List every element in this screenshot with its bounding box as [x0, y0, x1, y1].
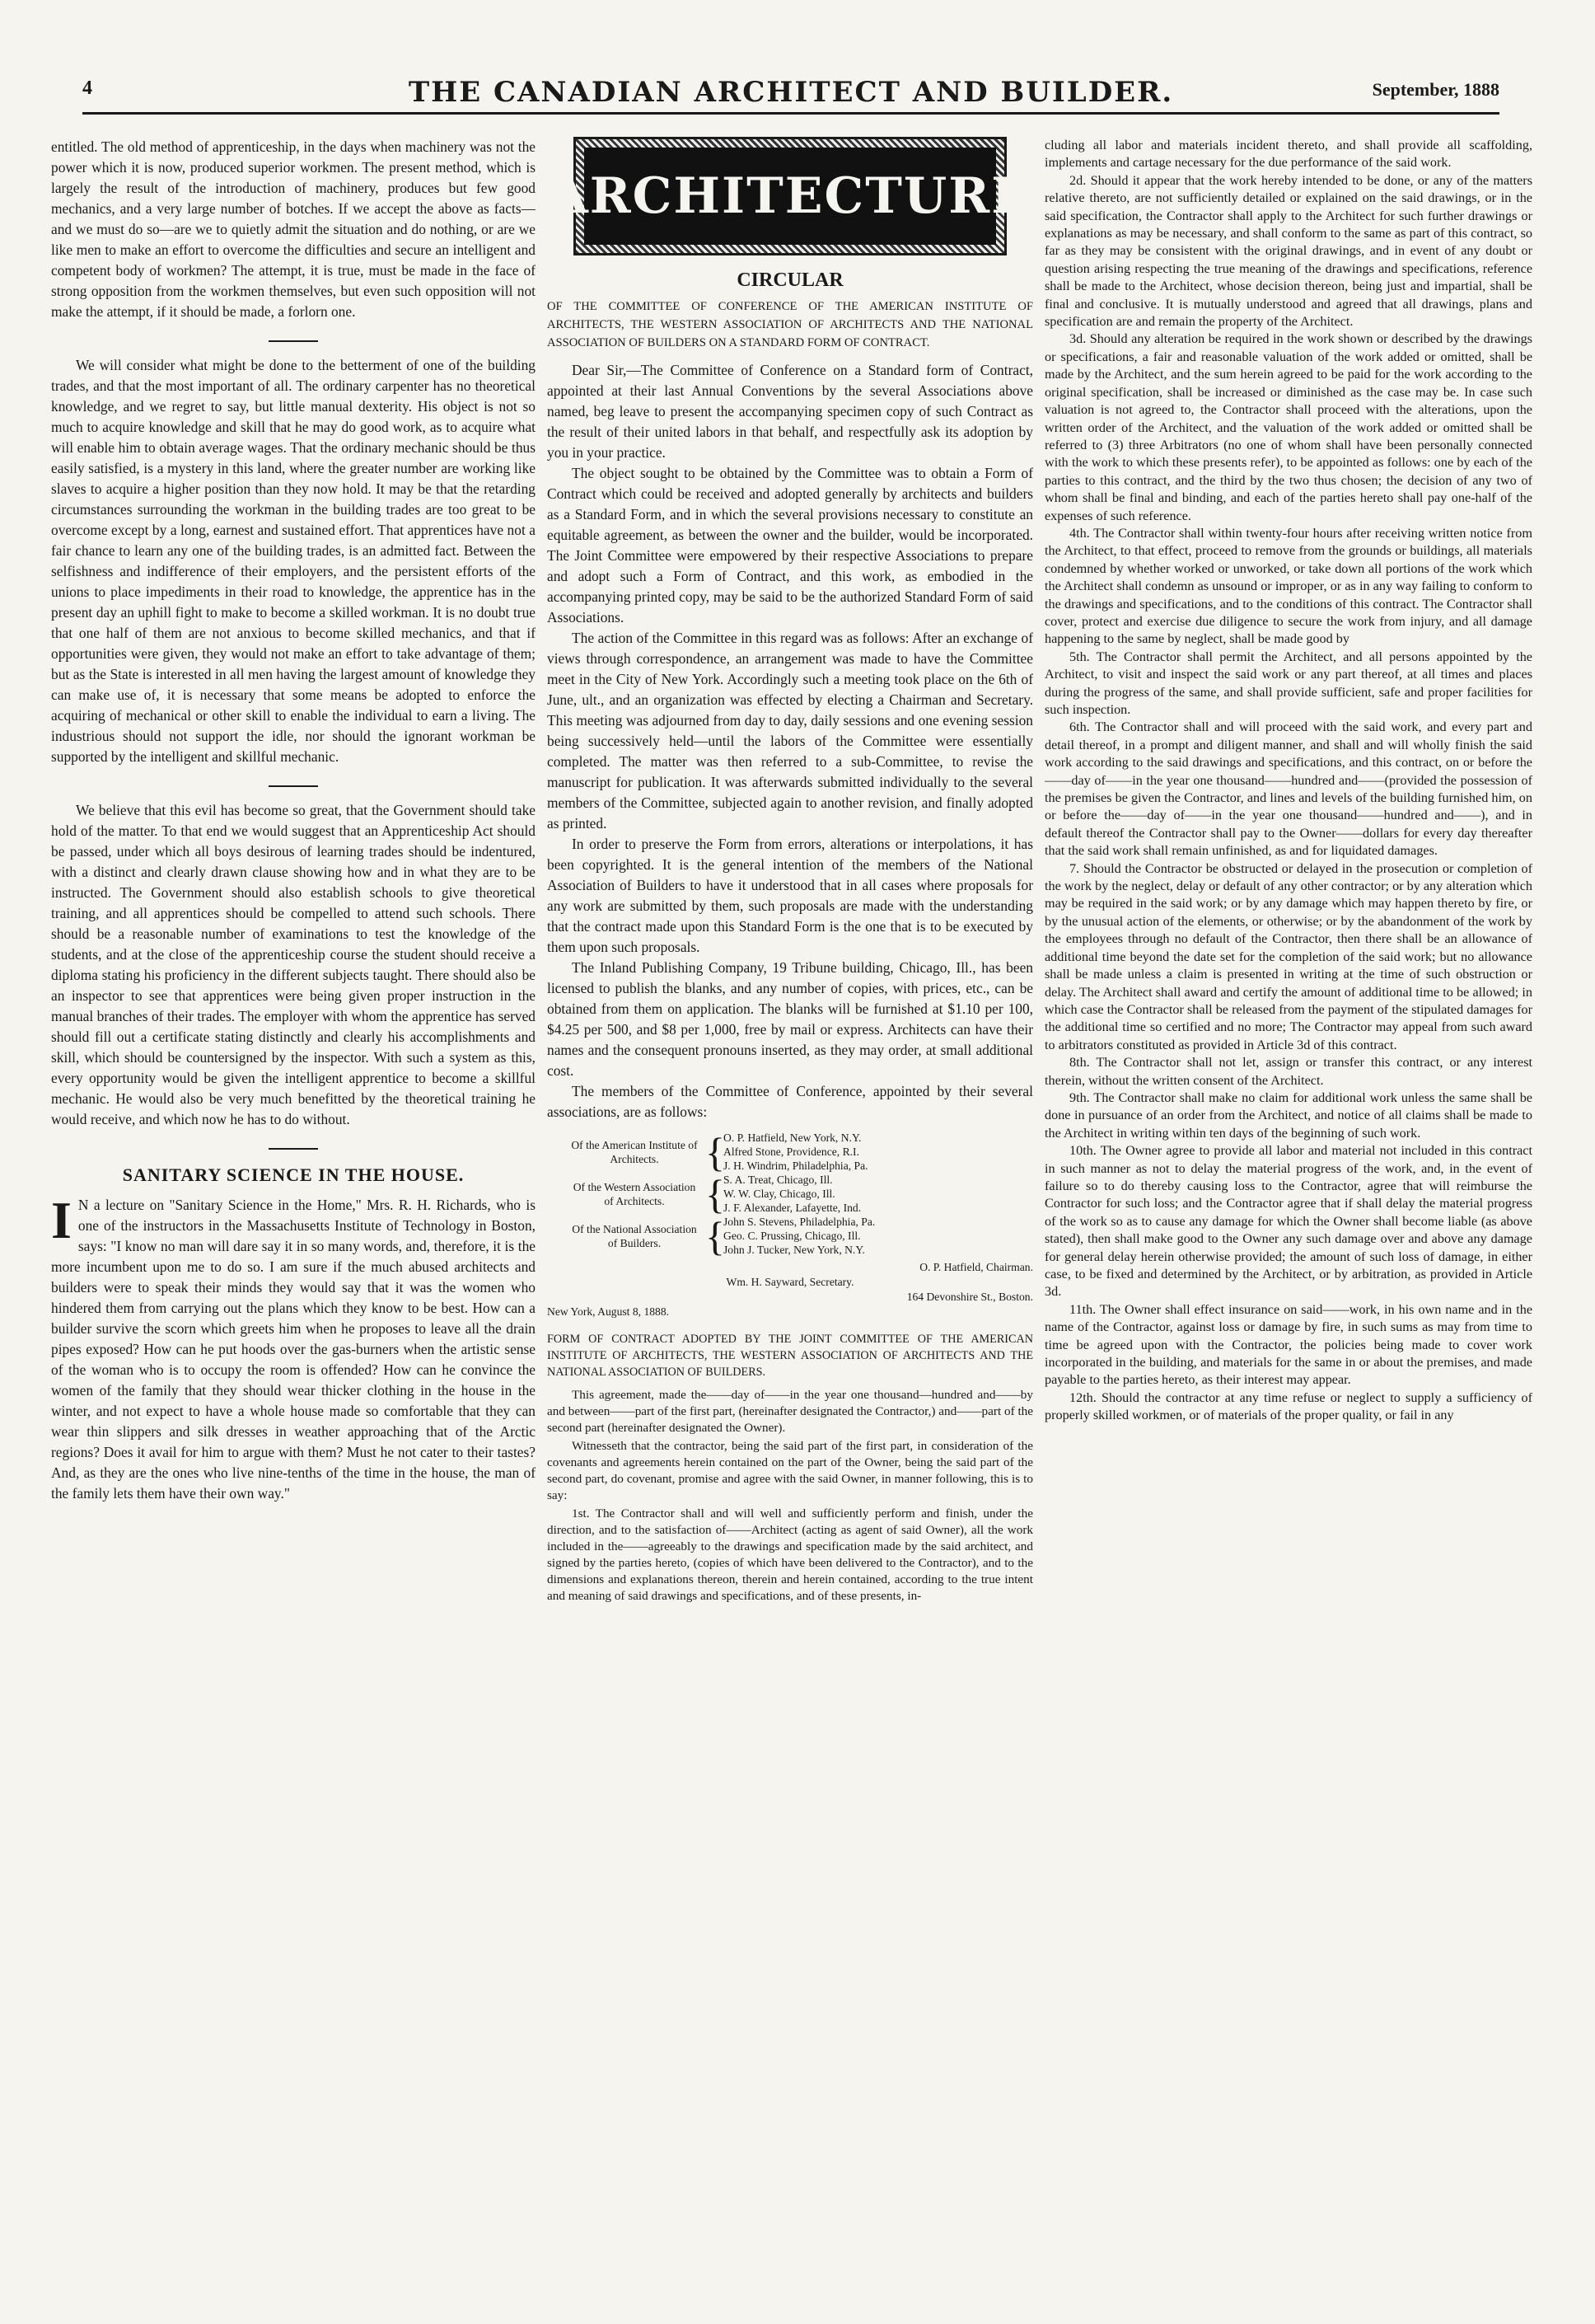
contract-paragraph: 5th. The Contractor shall permit the Architect, and all persons appointed by the Architect, to visit and inspect the said work or any part thereof, at all times and places during the progress of the same, and shall provide sufficient, safe and proper facilities for such inspection. [1045, 649, 1532, 717]
contract-paragraph: cluding all labor and materials incident thereto, and shall provide all scaffolding, implements and cartage necessary for the due performance of the said work. [1045, 138, 1532, 171]
brace-glyph: { [705, 1170, 725, 1217]
page-header [82, 76, 1499, 115]
member-group-label: Of the American Institute of Architects. [571, 1138, 698, 1165]
circular-paragraph: The object sought to be obtained by the Committee was to obtain a Form of Contract which could be received and adopted generally by architects and builders as a Standard Form, and in which the several provisions necessary to constitute an equitable agreement, as between the owner and the builder, would be incorporated. The Joint Committee were empowered by their respective Associations to prepare and adopt such a Form of Contract, and this work, as embodied in the accompanying printed copy, may be said to be the authorized Standard Form of said Associations. [547, 465, 1033, 626]
section-divider [269, 340, 318, 342]
column-1 [51, 137, 536, 2296]
contract-paragraph: 9th. The Contractor shall make no claim for additional work unless the same shall be done in pursuance of an order from the Architect, and notice of all claims shall be made to the Architect in writing within ten days of the beginning of such work. [1045, 1089, 1532, 1141]
contract-paragraph: 12th. Should the contractor at any time refuse or neglect to supply a sufficiency of properly skilled workmen, or of materials of the proper quality, or fail in any [1045, 1389, 1532, 1423]
circular-paragraph: In order to preserve the Form from errors, alterations or interpolations, it has been copyrighted. It is the general intention of the members of the National Association of Builders to have it understood that in all cases where proposals for any work are submitted by them, such proposals are made with the understanding that the contract made upon this Standard Form is the one that is to be executed by them upon such proposals. [547, 836, 1033, 955]
circular-paragraph: The action of the Committee in this regard was as follows: After an exchange of views through correspondence, an arrangement was made to have the Committee meet in the City of New York. Accordingly such a meeting took place on the 6th of June, ult., and an organization was effected by electing a Chairman and Secretary. This meeting was adjourned from day to day, daily sessions and one evening session being successively held—until the labors of the Committee were essentially completed. The matter was then referred to a sub-Committee, to revise the manuscript for publication. It was afterwards submitted individually to the several members of the Committee, subjected again to another revision, and finally adopted as printed. [547, 630, 1033, 832]
architecture-banner [550, 137, 1031, 255]
member-name: W. W. Clay, Chicago, Ill. [723, 1188, 835, 1200]
circular-paragraph: Dear Sir,—The Committee of Conference on a Standard form of Contract, appointed at their last Annual Conventions by the several Associations above named, beg leave to present the accompanying specimen copy of such Contract as the result of their united labors in that behalf, and respectfully ask its adoption by you in your practice. [547, 362, 1033, 461]
contract-paragraph: 4th. The Contractor shall within twenty-four hours after receiving written notice from the Architect, to that effect, proceed to remove from the grounds or buildings, all materials condemned by whether worked or unworked, or take down all portions of the work which the Architect shall condemn as unsound or improper, or as in any way failing to conform to the drawings and specifications, and to the conditions of this contract. The Contractor shall cover, protect and exercise due diligence to secure the work from injury, and all damage happening to the same by neglect, shall be made good by [1045, 525, 1532, 647]
contract-paragraph: 1st. The Contractor shall and will well and sufficiently perform and finish, under the direction, and to the satisfaction of——Architect (acting as agent of said Owner), all the work included in the——agreeably to the drawings and specification made by the said architect, and signed by the parties hereto, (copies of which have been delivered to the Contractor), and to the dimensions and explanations thereon, therein and herein contained, according to the true intent and meaning of said drawings and specifications, and of these presents, in- [547, 1506, 1033, 1603]
dateline: New York, August 8, 1888. [547, 1305, 670, 1318]
member-name: John S. Stevens, Philadelphia, Pa. [723, 1216, 876, 1228]
circular-paragraph: The members of the Committee of Conference, appointed by their several associations, are as follows: [547, 1083, 1033, 1120]
circular-subtitle: OF THE COMMITTEE OF CONFERENCE OF THE AMERICAN INSTITUTE OF ARCHITECTS, THE WESTERN ASSOCIATION OF ARCHITECTS AND THE NATIONAL ASSOCIATION OF BUILDERS ON A STANDARD FORM OF CONTRACT. [547, 300, 1033, 349]
contract-text [547, 1387, 1033, 1605]
contract-paragraph: Witnesseth that the contractor, being the said part of the first part, in consideration of the covenants and agreements herein contained on the part of the Owner, being the said part of the second part, do covenant, promise and agree with the said Owner, in manner following, this is to say: [547, 1439, 1033, 1502]
article-text: N a lecture on "Sanitary Science in the Home," Mrs. R. H. Richards, who is one of the instructors in the Massachusetts Institute of Technology in Boston, says: "I know no man will dare say it in so many words, and, therefore, it is the more incumbent upon me to do so. I am sure if the much abused architects and builders were to speak their minds they would say that it was the women who hindered them from carrying out the plans which they know to be best. How can a builder survive the scorn which greets him when he proposes to leave all the drain pipes exposed? How can he put hoods over the gas-burners when the artistic sense of the woman who is to occupy the room is offended? How can he convince the women of the family that they should wear thicker clothing in the house in the winter, and not expect to have a whole house made so comfortable that they can wear thin slippers and silk dresses in weather approaching that of the Arctic regions? Does it avail for him to argue with them? Must he not cater to their tastes? And, as they are the ones who live nine-tenths of the time in the house, the man of the family lets them have their own way." [51, 1197, 536, 1502]
column-2 [547, 137, 1033, 2296]
article-paragraph [51, 1191, 536, 1504]
signature-block [547, 1260, 1033, 1305]
article-paragraph: entitled. The old method of apprenticeship, in the days when machinery was not the power which it is now, produced superior workmen. The present method, which is largely the result of the introduction of machinery, produces but few good mechanics, and a very large number of botches. If we accept the above as facts—and we must do so—are we to quietly admit the situation and do nothing, or are we like men to make an effort to overcome the difficulties and secure an intelligent and competent body of workmen? The attempt, it is true, must be made in the face of strong opposition from the workmen themselves, but even such opposition will not make the attempt, if it should be made, a forlorn one. [51, 138, 536, 320]
secretary-line: Wm. H. Sayward, Secretary. [726, 1276, 854, 1288]
contract-heading: FORM OF CONTRACT ADOPTED BY THE JOINT COMMITTEE OF THE AMERICAN INSTITUTE OF ARCHITECTS, THE WESTERN ASSOCIATION OF ARCHITECTS AND THE NATIONAL ASSOCIATION OF BUILDERS. [547, 1333, 1033, 1379]
masthead-title: THE CANADIAN ARCHITECT AND BUILDER. [408, 76, 1174, 109]
member-name: John J. Tucker, New York, N.Y. [723, 1244, 865, 1256]
contract-paragraph: 10th. The Owner agree to provide all labor and material not included in this contract in such manner as not to delay the material progress of the work, and, in the event of failure so to do thereby causing loss to the Contractor, agree that will reimburse the Contractor for such loss; and the Contractor agree that if shall delay the material progress of the work so as to cause any damage for which the Owner shall become liable (as above stated), then shall make good to the Owner any such damage over and above any damage for general delay herein otherwise provided; the amount of such loss of damage, in either case, to be fixed and determined by the Architect, or by arbitration, as provided in Article 3d. [1045, 1143, 1532, 1300]
contract-paragraph: 2d. Should it appear that the work hereby intended to be done, or any of the matters relative thereto, are not sufficiently detailed or explained on the said drawings, or in the said specification, the Contractor shall apply to the Architect for such further drawings or explanations as may be necessary, and shall conform to the same as part of this contract, so far as they may be consistent with the original drawings, and in event of any doubt or question arising respecting the true meaning of the drawings and specifications, reference shall be made to the Architect, whose decision thereon, being just and impartial, shall be final and conclusive. It is mutually understood and agreed that all drawings, plans and specification are and remain the property of the Architect. [1045, 172, 1532, 330]
member-names [723, 1173, 1033, 1215]
brace-glyph: { [705, 1128, 725, 1175]
member-names [723, 1215, 1033, 1257]
committee-members [568, 1128, 1033, 1259]
banner-title: ARCHITECTURE [584, 148, 996, 245]
member-name: J. H. Windrim, Philadelphia, Pa. [723, 1160, 868, 1172]
brace-glyph: { [705, 1212, 725, 1259]
column-3 [1045, 137, 1532, 2296]
section-title: SANITARY SCIENCE IN THE HOUSE. [122, 1164, 465, 1185]
member-name: O. P. Hatfield, New York, N.Y. [723, 1132, 862, 1144]
section-divider [269, 785, 318, 787]
article-paragraph: We believe that this evil has become so great, that the Government should take hold of the matter. To that end we would suggest that an Apprenticeship Act should be passed, under which all boys desirous of learning trades should be indentured, with a distinct and clearly drawn clause showing how and in what they are to be instructed. The Government should also establish schools to give theoretical training, and all apprentices should be compelled to attend such schools. There should be a reasonable number of examinations to test the knowledge of the students, and at the close of the apprenticeship course the student should receive a diploma stating his proficiency in the different subjects taught. There should also be an inspector to see that apprentices were being given proper instruction in the manual branches of their trades. The employer with whom the apprentice has served should fill out a certificate stating distinctly and clearly his accomplishments and skill, which should be countersigned by the inspector. With such a system as this, every opportunity would be given the intelligent apprentice to become a skillful mechanic. He would also be very much benefitted by the theoretical training he would receive, and which now he has to do without. [51, 802, 536, 1127]
contract-paragraph: This agreement, made the——day of——in the year one thousand—hundred and——by and between——part of the first part, (hereinafter designated the Contractor,) and——part of the second part (hereinafter designated the Owner). [547, 1388, 1033, 1435]
section-divider [269, 1148, 318, 1150]
contract-paragraph: 3d. Should any alteration be required in the work shown or described by the drawings or specifications, a fair and reasonable valuation of the work added or omitted, shall be made by the Architect, and the sum herein agreed to be paid for the work according to the original specification, shall be increased or diminished as the case may be. In case such valuation is not agreed to, the Contractor shall proceed with the alterations, upon the written order of the Architect, and the valuation of the work added or omitted shall be referred to (3) three Arbitrators (no one of whom shall have been personally connected with the work to which these presents refer), to be appointed as follows: one by each of the parties to this contract, and the third by the two thus chosen; the decision of any two of whom shall be final and binding, and each of the parties hereto shall pay one-half of the expenses of such reference. [1045, 331, 1532, 523]
issue-date: September, 1888 [1372, 79, 1499, 100]
contract-paragraph: 11th. The Owner shall effect insurance on said——work, in his own name and in the name of the Contractor, against loss or damage by fire, in such sums as may from time to time be agreed upon with the Contractor, the policies being made to cover work incorporated in the building, and materials for the same in or about the premises, and made payable to the parties hereto, as their interest may appear. [1045, 1301, 1532, 1388]
address-line: 164 Devonshire St., Boston. [906, 1291, 1033, 1303]
drop-cap: I [51, 1191, 72, 1249]
member-name: S. A. Treat, Chicago, Ill. [723, 1174, 833, 1186]
page-number: 4 [82, 77, 92, 99]
member-group-label: Of the Western Association of Architects. [573, 1180, 696, 1207]
contract-paragraph: 7. Should the Contractor be obstructed or delayed in the prosecution or completion of the work by the neglect, delay or default of any other contractor; or by any alteration which may be required in the said work; or by any damage which may happen thereto by fire, or by the unusual action of the elements, or otherwise; or by the abandonment of the work by the employees through no default of the Contractor, then there shall be an allowance of additional time beyond the date set for the completion of the said work; but no allowance shall be made unless a claim is presented in writing at the time of such obstruction or delay. The Architect shall award and certify the amount of additional time to be allowed; in which case the Contractor shall be released from the payment of the stipulated damages for the additional time so certified and no more; The Contractor may appeal from such award to arbitrators constituted as provided in Article 3d of this contract. [1045, 860, 1532, 1052]
member-name: Geo. C. Prussing, Chicago, Ill. [723, 1230, 861, 1242]
contract-paragraph: 6th. The Contractor shall and will proceed with the said work, and every part and detail thereof, in a prompt and diligent manner, and shall and will wholly finish the said work according to the said drawings and specifications, and this contract, on or before the——day of——in the year one thousand——hundred and——(provided the possession of the premises be given the Contractor, and lines and levels of the building furnished him, on or before the——day of——in the year one thousand——hundred and——), and in default thereof the Contractor shall pay to the Owner——dollars for every day thereafter that the said work shall remain unfinished, as and for liquidated damages. [1045, 719, 1532, 859]
article-paragraph: We will consider what might be done to the betterment of one of the building trades, and that the most important of all. The ordinary carpenter has no theoretical knowledge, and we regret to say, but little manual dexterity. His object is not so much to acquire knowledge and skill that he may do good work, as to acquire what will enable him to obtain average wages. That the ordinary mechanic should be thus easily satisfied, is a mystery in this land, where the greater number are working like slaves to acquire a higher position than they now hold. It may be that the retarding circumstances surrounding the workman in the building trades are too great to be overcome except by a long, earnest and sustained effort. That apprentices have not a fair chance to learn any one of the building trades, is an admitted fact. Between the selfishness and indifference of their employers, and the persistent efforts of the unions to place impediments in their road to knowledge, the apprentice has in the present day an uphill fight to make to become a skilled workman. It is no doubt true that one half of them are not anxious to become skilled mechanics, and that if opportunities were given, they would not make an effort to take advantage of them; but as the State is interested in all men having the largest amount of knowledge they can make use of, it is necessary that some means be adopted to enforce the acquiring of mechanical or other skill to enable the individual to earn a living. The industrious should not support the idle, nor should the ignorant workman be supported by the intelligent and skillful mechanic. [51, 357, 536, 765]
member-group-label: Of the National Association of Builders. [572, 1222, 697, 1249]
member-name: Alfred Stone, Providence, R.I. [723, 1146, 859, 1158]
member-names [723, 1131, 1033, 1173]
member-name: J. F. Alexander, Lafayette, Ind. [723, 1202, 862, 1214]
circular-paragraph: The Inland Publishing Company, 19 Tribune building, Chicago, Ill., has been licensed to publish the blanks, and any number of copies, with prices, etc., can be obtained from them on application. The blanks will be furnished at $1.10 per 100, $4.25 per 500, and $8 per 1,000, free by mail or express. Architects can have their names and the consequent pronouns inserted, as they may order, at small additional cost. [547, 959, 1033, 1079]
circular-title: CIRCULAR [737, 269, 844, 291]
contract-paragraph: 8th. The Contractor shall not let, assign or transfer this contract, or any interest therein, without the written consent of the Architect. [1045, 1055, 1532, 1088]
chairman-line: O. P. Hatfield, Chairman. [919, 1261, 1033, 1273]
